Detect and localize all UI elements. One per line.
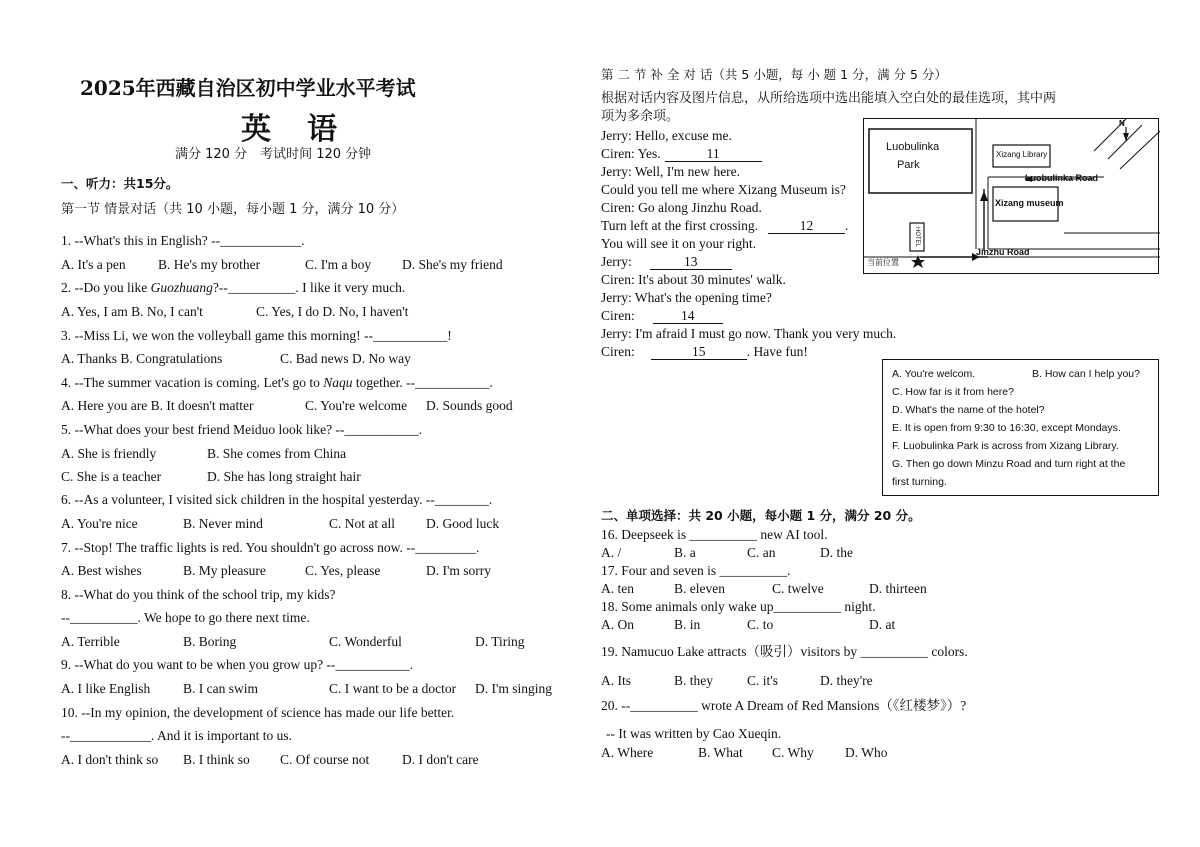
dialogue-line xyxy=(601,307,723,325)
dialogue-text: Jerry: Well, I'm new here. xyxy=(601,164,741,179)
answer-option[interactable]: B. What xyxy=(698,745,743,760)
answer-option[interactable]: B. eleven xyxy=(674,581,725,596)
question-text: . xyxy=(489,375,493,390)
question-2-stem xyxy=(61,279,405,297)
question-italic-word: Guozhuang xyxy=(150,280,213,295)
dialogue-line xyxy=(601,127,732,145)
question-text: . xyxy=(301,233,305,248)
compass-arrow xyxy=(1123,133,1129,141)
question-text: 6. --As a volunteer, I visited sick children in the hospital yesterday. -- xyxy=(61,492,435,507)
section1-heading: 第一节 情景对话（共 10 小题，每小题 1 分，满分 10 分） xyxy=(61,202,405,217)
dialogue-text: . xyxy=(844,218,849,233)
dialogue-text: Jerry: Hello, excuse me. xyxy=(601,128,732,143)
road-line xyxy=(1108,125,1142,159)
choice-question-20: 20. --__________ wrote A Dream of Red Mansions（《红楼梦》）? xyxy=(601,698,967,713)
listening-heading: 一、听力：共15分。 xyxy=(61,176,179,191)
answer-blank[interactable]: 15 xyxy=(651,345,747,360)
map-hotel-label: HOTEL xyxy=(914,227,920,248)
answer-option[interactable]: D. Sounds good xyxy=(426,398,513,413)
park-block xyxy=(869,129,972,193)
dialogue-line xyxy=(601,199,762,217)
question-6-stem xyxy=(61,491,492,509)
choice-question-17: 17. Four and seven is __________. xyxy=(601,563,791,578)
answer-option[interactable]: D. at xyxy=(869,617,896,632)
answer-option[interactable]: C. Yes, please xyxy=(305,563,381,578)
answer-option[interactable]: A. Thanks B. Congratulations xyxy=(61,351,223,366)
answer-option[interactable]: A. ten xyxy=(601,581,634,596)
map-road2-label: Jinzhu Road xyxy=(976,247,1030,257)
exam-title: 2025年西藏自治区初中学业水平考试 xyxy=(80,76,416,100)
answer-blank[interactable]: ___________ xyxy=(415,375,490,390)
answer-blank[interactable]: __________ xyxy=(70,610,138,625)
answer-option[interactable]: B. they xyxy=(674,673,713,688)
question-10-stem xyxy=(61,704,454,722)
exam-meta: 满分 120 分 考试时间 120 分钟 xyxy=(175,147,372,162)
question-text: ?-- xyxy=(212,280,228,295)
route-map xyxy=(863,118,1159,274)
question-text: . We hope to go there next time. xyxy=(137,610,310,625)
question-7-stem xyxy=(61,539,479,557)
answer-option[interactable]: A. Its xyxy=(601,673,631,688)
map-park-label-1: Luobulinka xyxy=(886,141,940,153)
dialogue-line xyxy=(601,217,848,235)
dialogue-text: . Have fun! xyxy=(746,344,808,359)
answer-blank[interactable]: _________ xyxy=(415,540,477,555)
choice-question-18: 18. Some animals only wake up__________ night. xyxy=(601,599,876,614)
answer-option[interactable]: B. She comes from China xyxy=(207,446,347,461)
answer-blank[interactable]: ___________ xyxy=(335,657,410,672)
answer-option[interactable]: C. to xyxy=(747,617,774,632)
answer-option[interactable]: C. You're welcome xyxy=(305,398,408,413)
question-text: 8. --What do you think of the school trip, my kids? xyxy=(61,587,336,602)
answer-option[interactable]: A. Where xyxy=(601,745,654,760)
answer-option[interactable]: C. twelve xyxy=(772,581,824,596)
answer-option[interactable]: C. Wonderful xyxy=(329,634,402,649)
answer-option[interactable]: C. Bad news D. No way xyxy=(280,351,411,366)
answer-option[interactable]: C. it's xyxy=(747,673,778,688)
dialogue-text: Jerry: xyxy=(601,254,632,269)
answer-option[interactable]: D. they're xyxy=(820,673,873,688)
map-park-label-2: Park xyxy=(897,159,920,171)
map-museum-label: Xizang museum xyxy=(995,198,1064,208)
answer-option[interactable]: A. Terrible xyxy=(61,634,120,649)
answer-option[interactable]: A. On xyxy=(601,617,634,632)
question-text: . xyxy=(488,492,493,507)
answer-option[interactable]: D. I'm singing xyxy=(475,681,553,696)
answer-option[interactable]: B. in xyxy=(674,617,701,632)
map-current-position-label: 当前位置 xyxy=(867,258,899,267)
answer-option[interactable]: D. thirteen xyxy=(869,581,927,596)
dialogue-line xyxy=(601,289,772,307)
dialogue-text: Jerry: I'm afraid I must go now. Thank you very much. xyxy=(601,326,897,341)
question-8-response xyxy=(61,609,310,627)
answer-option[interactable]: C. Of course not xyxy=(280,752,370,767)
answer-option[interactable]: C. I want to be a doctor xyxy=(329,681,457,696)
answer-blank[interactable]: ____________ xyxy=(220,233,302,248)
answer-option[interactable]: B. I can swim xyxy=(183,681,258,696)
dialogue-line xyxy=(601,271,786,289)
answer-option[interactable]: D. She's my friend xyxy=(402,257,503,272)
dialogue-option: B. How can I help you? xyxy=(1032,368,1140,380)
subject-title: 英语 xyxy=(241,112,373,147)
question-text: . And it is important to us. xyxy=(151,728,293,743)
question-8-stem xyxy=(61,586,335,604)
answer-option[interactable]: A. Yes, I am B. No, I can't xyxy=(61,304,203,319)
map-road1-label: Luobulinka Road xyxy=(1025,173,1098,183)
answer-option[interactable]: A. I like English xyxy=(61,681,151,696)
answer-option[interactable]: A. / xyxy=(601,545,622,560)
question-text: 1. --What's this in English? -- xyxy=(61,233,221,248)
dialogue-options-box xyxy=(882,359,1159,496)
question-text: 2. --Do you like xyxy=(61,280,151,295)
answer-option[interactable]: A. You're nice xyxy=(61,516,138,531)
question-text: 9. --What do you want to be when you grow up? -- xyxy=(61,657,336,672)
dialogue-option: G. Then go down Minzu Road and turn right at the xyxy=(892,458,1126,470)
question-1-stem xyxy=(61,232,305,250)
question-italic-word: Naqu xyxy=(323,375,353,390)
question-text: 3. --Miss Li, we won the volleyball game this morning! -- xyxy=(61,328,373,343)
question-4-stem xyxy=(61,374,493,392)
answer-option[interactable]: D. Who xyxy=(845,745,888,760)
choice-question-16: 16. Deepseek is __________ new AI tool. xyxy=(601,527,828,542)
question-text: -- xyxy=(61,610,70,625)
dialogue-option: first turning. xyxy=(892,476,947,488)
answer-blank[interactable]: 11 xyxy=(665,147,762,162)
question-text: 10. --In my opinion, the development of science has made our life better. xyxy=(61,705,455,720)
answer-blank[interactable]: ___________ xyxy=(344,422,419,437)
dialogue-text: Ciren: Go along Jinzhu Road. xyxy=(601,200,762,215)
choice-question-19: 19. Namucuo Lake attracts（吸引）visitors by __________ colors. xyxy=(601,644,968,659)
compass-north-label: N xyxy=(1119,119,1125,128)
answer-option[interactable]: A. Here you are B. It doesn't matter xyxy=(61,398,254,413)
answer-blank[interactable]: 13 xyxy=(650,255,732,270)
answer-option[interactable]: D. I don't care xyxy=(402,752,479,767)
dialogue-line xyxy=(601,181,846,199)
question-10-response xyxy=(61,727,292,745)
answer-option[interactable]: B. a xyxy=(674,545,696,560)
dialogue-line xyxy=(601,253,732,271)
question-text: ! xyxy=(447,328,452,343)
answer-option[interactable]: D. She has long straight hair xyxy=(207,469,361,484)
question-5-stem xyxy=(61,421,422,439)
dialogue-text: Ciren: Yes. xyxy=(601,146,661,161)
answer-option[interactable]: B. Boring xyxy=(183,634,237,649)
answer-option[interactable]: B. My pleasure xyxy=(183,563,266,578)
answer-option[interactable]: C. Not at all xyxy=(329,516,395,531)
answer-option[interactable]: D. the xyxy=(820,545,853,560)
section2-instruction-2: 项为多余项。 xyxy=(601,109,680,124)
answer-option[interactable]: A. Best wishes xyxy=(61,563,142,578)
answer-option[interactable]: D. Tiring xyxy=(475,634,525,649)
dialogue-option: C. How far is it from here? xyxy=(892,386,1014,398)
dialogue-option: A. You're welcom. xyxy=(892,368,976,380)
answer-option[interactable]: A. I don't think so xyxy=(61,752,159,767)
dialogue-option: F. Luobulinka Park is across from Xizang Library. xyxy=(892,440,1119,452)
dialogue-option: E. It is open from 9:30 to 16:30, except Mondays. xyxy=(892,422,1121,434)
answer-option[interactable]: C. an xyxy=(747,545,776,560)
dialogue-text: Could you tell me where Xizang Museum is? xyxy=(601,182,846,197)
map-library-label: Xizang Library xyxy=(996,150,1048,159)
dialogue-line xyxy=(601,235,756,253)
dialogue-text: Ciren: xyxy=(601,344,635,359)
answer-option[interactable]: D. Good luck xyxy=(426,516,500,531)
question-text: 4. --The summer vacation is coming. Let's go to xyxy=(61,375,324,390)
dialogue-text: Ciren: xyxy=(601,308,635,323)
question-9-stem xyxy=(61,656,413,674)
dialogue-line xyxy=(601,325,896,343)
answer-blank[interactable]: ___________ xyxy=(372,328,448,343)
answer-option[interactable]: A. It's a pen xyxy=(61,257,126,272)
answer-option[interactable]: C. I'm a boy xyxy=(305,257,372,272)
question-text: 7. --Stop! The traffic lights is red. You shouldn't go across now. -- xyxy=(61,540,416,555)
section2-instruction-1: 根据对话内容及图片信息，从所给选项中选出能填入空白处的最佳选项，其中两 xyxy=(601,91,1057,106)
answer-option[interactable]: C. She is a teacher xyxy=(61,469,162,484)
section2-heading: 第 二 节 补 全 对 话（共 5 小题，每 小 题 1 分，满 分 5 分） xyxy=(601,67,947,82)
dialogue-text: You will see it on your right. xyxy=(601,236,757,251)
question-text: together. -- xyxy=(352,375,416,390)
question-3-stem xyxy=(61,327,452,345)
answer-option[interactable]: B. He's my brother xyxy=(158,257,261,272)
dialogue-text: Turn left at the first crossing. xyxy=(601,218,758,233)
dialogue-line xyxy=(601,343,808,361)
question-text: -- xyxy=(61,728,70,743)
dialogue-text: Jerry: What's the opening time? xyxy=(601,290,772,305)
question-text: . xyxy=(418,422,423,437)
question-text: . xyxy=(476,540,480,555)
answer-blank[interactable]: __________ xyxy=(227,280,296,295)
answer-option[interactable]: A. She is friendly xyxy=(61,446,157,461)
answer-blank[interactable]: 12 xyxy=(768,219,845,234)
question-text: . xyxy=(409,657,414,672)
choice-question-response: -- It was written by Cao Xueqin. xyxy=(606,726,782,741)
question-text: . I like it very much. xyxy=(295,280,406,295)
dialogue-line xyxy=(601,163,740,181)
question-text: 5. --What does your best friend Meiduo look like? -- xyxy=(61,422,345,437)
answer-blank[interactable]: ________ xyxy=(434,492,489,507)
answer-option[interactable]: C. Why xyxy=(772,745,814,760)
route-arrow-head xyxy=(980,191,988,201)
dialogue-line xyxy=(601,145,762,163)
answer-option[interactable]: D. I'm sorry xyxy=(426,563,492,578)
answer-option[interactable]: C. Yes, I do D. No, I haven't xyxy=(256,304,409,319)
dialogue-text: Ciren: It's about 30 minutes' walk. xyxy=(601,272,786,287)
answer-blank[interactable]: ____________ xyxy=(70,728,151,743)
choice-heading: 二、单项选择：共 20 小题，每小题 1 分，满分 20 分。 xyxy=(601,508,921,523)
answer-option[interactable]: B. I think so xyxy=(183,752,250,767)
answer-option[interactable]: B. Never mind xyxy=(183,516,263,531)
dialogue-option: D. What's the name of the hotel? xyxy=(892,404,1045,416)
answer-blank[interactable]: 14 xyxy=(653,309,723,324)
